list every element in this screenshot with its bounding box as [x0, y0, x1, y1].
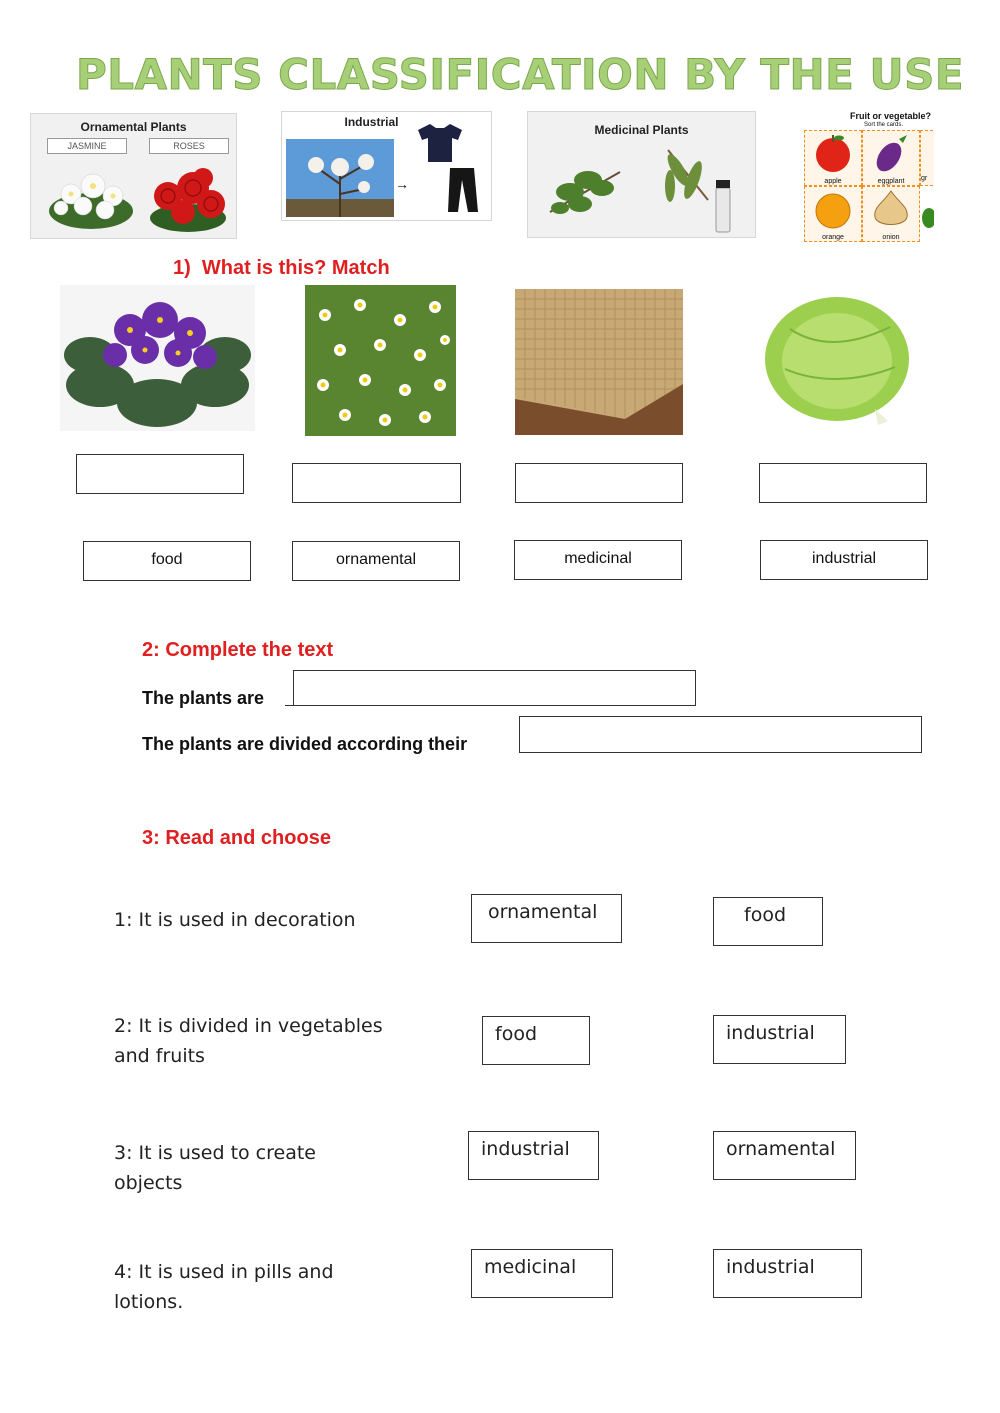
leaf-icon — [922, 208, 934, 228]
orange-label: orange — [822, 234, 844, 241]
q4-option-medicinal[interactable]: medicinal — [471, 1249, 613, 1298]
answer-box-1[interactable] — [76, 454, 244, 494]
answer-box-4[interactable] — [759, 463, 927, 503]
section1-heading: 1) What is this? Match — [173, 257, 390, 279]
word-card-industrial[interactable]: industrial — [760, 540, 928, 580]
q3-option-ornamental[interactable]: ornamental — [713, 1131, 856, 1180]
q3-option-industrial[interactable]: industrial — [468, 1131, 599, 1180]
complete-input-1[interactable] — [293, 670, 696, 706]
section2-heading: 2: Complete the text — [142, 639, 334, 661]
eggplant-cell — [862, 130, 920, 186]
question-4-text — [114, 1257, 334, 1317]
word-card-ornamental[interactable]: ornamental — [292, 541, 460, 581]
lettuce-image — [760, 289, 915, 429]
section3-heading: 3: Read and choose — [142, 827, 331, 849]
question-3-text — [114, 1138, 316, 1198]
cotton-plant-image — [286, 139, 394, 217]
arrow-icon: → — [395, 176, 409, 192]
answer-box-3[interactable] — [515, 463, 683, 503]
apple-image — [805, 131, 861, 175]
clothes-image — [410, 118, 490, 216]
eucalyptus-image — [648, 140, 748, 235]
q1-option-food[interactable]: food — [713, 897, 823, 946]
q2-option-industrial[interactable]: industrial — [713, 1015, 846, 1064]
card-title: Medicinal Plants — [594, 123, 689, 137]
question-1-text: 1: It is used in decoration — [114, 909, 356, 931]
word-card-medicinal[interactable]: medicinal — [514, 540, 682, 580]
complete-line-1: The plants are — [142, 688, 265, 708]
fruit-or-vegetable-card — [800, 108, 934, 244]
question-2-line-2: and fruits — [114, 1045, 205, 1067]
ornamental-plants-card — [30, 113, 237, 239]
burlap-image — [515, 289, 683, 435]
orange-cell — [804, 186, 862, 242]
apple-cell — [804, 130, 862, 186]
question-2-text — [114, 1011, 383, 1071]
question-3-line-2: objects — [114, 1172, 183, 1194]
card-title: Industrial — [344, 115, 399, 129]
question-4-line-2: lotions. — [114, 1291, 184, 1313]
card-title: Fruit or vegetable? — [850, 111, 932, 121]
apple-label: apple — [824, 178, 842, 185]
grape-label: gr — [921, 175, 928, 182]
eggplant-label: eggplant — [877, 178, 905, 185]
card-subtitle: Sort the cards. — [864, 122, 904, 128]
word-card-food[interactable]: food — [83, 541, 251, 581]
q1-option-ornamental[interactable]: ornamental — [471, 894, 622, 943]
card-title: Ornamental Plants — [80, 120, 187, 134]
question-4-line-1: 4: It is used in pills and — [114, 1261, 334, 1283]
answer-box-2[interactable] — [292, 463, 461, 503]
orange-image — [805, 187, 861, 231]
onion-label: onion — [882, 234, 900, 241]
industrial-card — [281, 111, 492, 221]
african-violet-image — [60, 285, 255, 431]
question-3-line-1: 3: It is used to create — [114, 1142, 316, 1164]
jasmine-flowers-image — [41, 156, 141, 236]
roses-label: ROSES — [149, 138, 229, 154]
page-title: PLANTS CLASSIFICATION BY THE USE — [75, 50, 965, 99]
jasmine-label: JASMINE — [47, 138, 127, 154]
question-2-line-1: 2: It is divided in vegetables — [114, 1015, 383, 1037]
roses-image — [143, 156, 233, 236]
grape-cell — [920, 130, 934, 186]
eggplant-image — [863, 131, 919, 175]
complete-line-2: The plants are divided according their — [142, 734, 468, 754]
onion-image — [863, 187, 919, 231]
complete-input-2[interactable] — [519, 716, 922, 753]
q2-option-food[interactable]: food — [482, 1016, 590, 1065]
q4-option-industrial[interactable]: industrial — [713, 1249, 862, 1298]
chamomile-image — [305, 285, 456, 436]
medicinal-plants-card — [527, 111, 756, 238]
basil-image — [540, 152, 630, 222]
onion-cell — [862, 186, 920, 242]
